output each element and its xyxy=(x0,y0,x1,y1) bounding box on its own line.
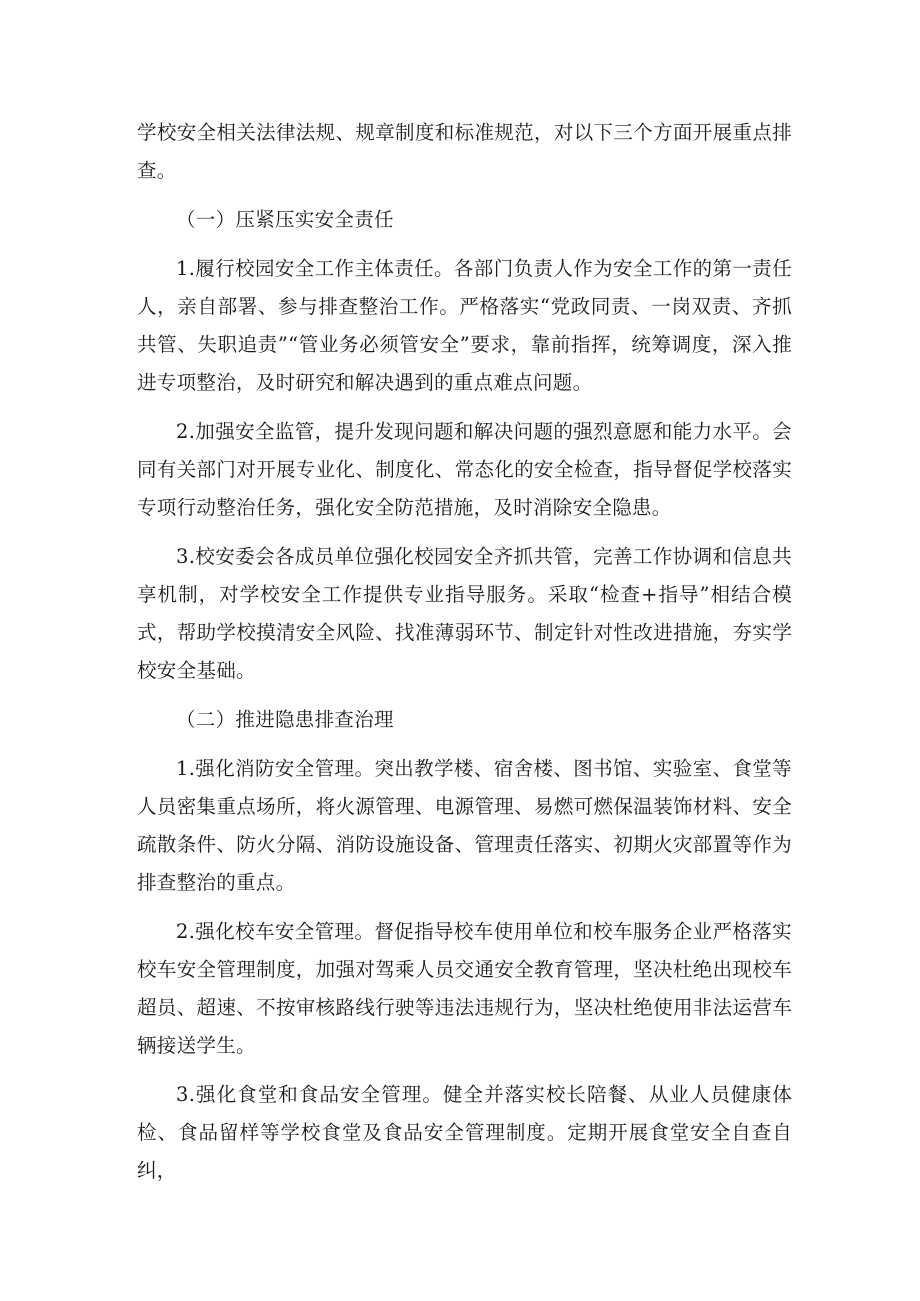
paragraph-1-3: 3.校安委会各成员单位强化校园安全齐抓共管，完善工作协调和信息共享机制，对学校安全工作提供专业指导服务。采取“检查+指导”相结合模式，帮助学校摸清安全风险、找准薄弱环节、制定针对性改进措施，夯实学校安全基础。 xyxy=(137,545,792,682)
paragraph-1-1: 1.履行校园安全工作主体责任。各部门负责人作为安全工作的第一责任人，亲自部署、参与排查整治工作。严格落实“党政同责、一岗双责、齐抓共管、失职追责”“管业务必须管安全”要求，靠前指挥，统筹调度，深入推进专项整治，及时研究和解决遇到的重点难点问题。 xyxy=(137,257,792,394)
paragraph-2-1: 1.强化消防安全管理。突出教学楼、宿舍楼、图书馆、实验室、食堂等人员密集重点场所，将火源管理、电源管理、易燃可燃保温装饰材料、安全疏散条件、防火分隔、消防设施设备、管理责任落实、初期火灾部置等作为排查整治的重点。 xyxy=(137,757,792,894)
paragraph-1-2: 2.加强安全监管，提升发现问题和解决问题的强烈意愿和能力水平。会同有关部门对开展专业化、制度化、常态化的安全检查，指导督促学校落实专项行动整治任务，强化安全防范措施，及时消除安全隐患。 xyxy=(137,420,792,519)
paragraph-2-2: 2.强化校车安全管理。督促指导校车使用单位和校车服务企业严格落实校车安全管理制度，加强对驾乘人员交通安全教育管理，坚决杜绝出现校车超员、超速、不按审核路线行驶等违法违规行为，坚决杜绝使用非法运营车辆接送学生。 xyxy=(137,920,792,1057)
section-heading-2: （二）推进隐患排查治理 xyxy=(176,708,394,731)
document-body xyxy=(137,114,792,1201)
paragraph-2-3: 3.强化食堂和食品安全管理。健全并落实校长陪餐、从业人员健康体检、食品留样等学校食堂及食品安全管理制度。定期开展食堂安全自查自纠， xyxy=(137,1083,792,1182)
paragraph-intro-continuation: 学校安全相关法律法规、规章制度和标准规范，对以下三个方面开展重点排查。 xyxy=(137,121,792,182)
section-heading-1: （一）压紧压实安全责任 xyxy=(176,208,394,231)
